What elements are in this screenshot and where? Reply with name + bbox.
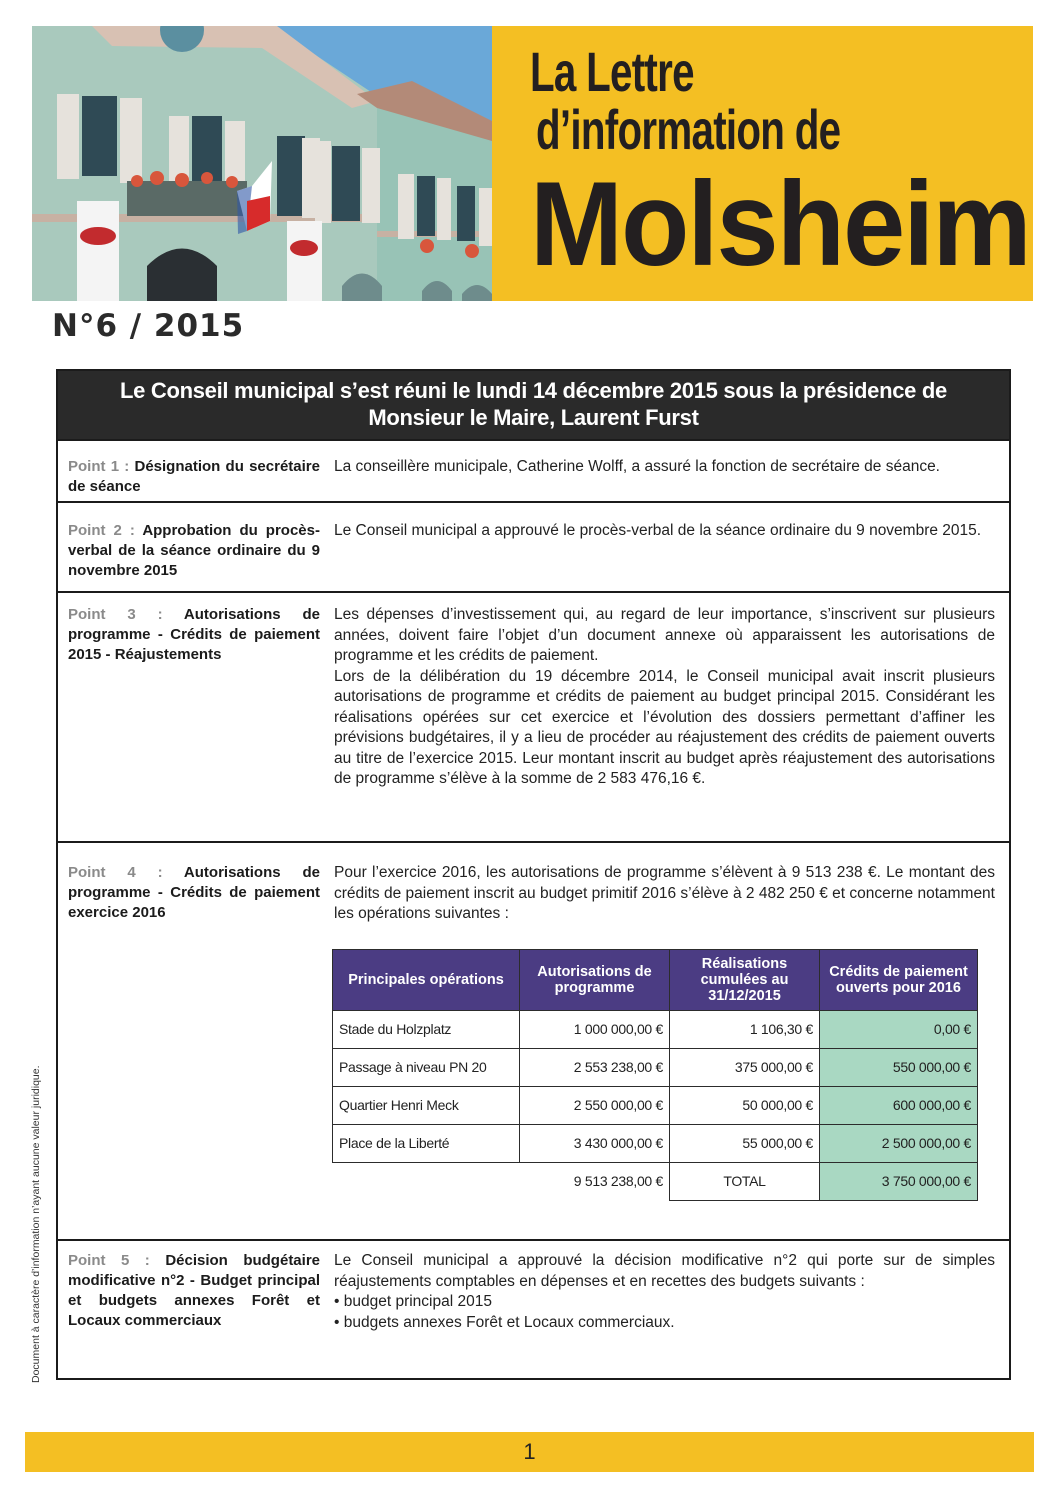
operation-name: Quartier Henri Meck bbox=[333, 1086, 520, 1124]
point-label: Point 1 : bbox=[68, 458, 130, 475]
column-header: Crédits de paiement ouverts pour 2016 bbox=[820, 949, 978, 1010]
table-row bbox=[333, 1048, 978, 1086]
point-heading bbox=[68, 605, 320, 841]
newsletter-title-box bbox=[492, 26, 1033, 301]
point-title: Décision budgétaire modificative n°2 - Budget principal et budgets annexes Forêt et Locaux commerciaux bbox=[68, 1252, 320, 1329]
point-heading bbox=[68, 457, 320, 501]
agenda-point-5 bbox=[56, 1241, 1011, 1380]
title-line-2: d’information de bbox=[536, 98, 841, 161]
agenda-point-4 bbox=[56, 843, 1011, 1241]
table-total-row bbox=[333, 1162, 978, 1200]
operation-name: Stade du Holzplatz bbox=[333, 1010, 520, 1048]
total-blank-cell bbox=[333, 1162, 520, 1200]
table-row bbox=[333, 1124, 978, 1162]
point-heading bbox=[68, 1251, 320, 1378]
table-row bbox=[333, 1086, 978, 1124]
point-title: Désignation du secrétaire de séance bbox=[68, 458, 320, 495]
title-town-name: Molsheim bbox=[530, 157, 1030, 291]
point-title: Autorisations de programme - Crédits de paiement 2015 - Réajustements bbox=[68, 606, 320, 663]
program-authorization: 3 430 000,00 € bbox=[520, 1124, 670, 1162]
point-body bbox=[320, 521, 995, 591]
cumulative-realization: 1 106,30 € bbox=[670, 1010, 820, 1048]
title-line-1: La Lettre bbox=[530, 40, 694, 103]
payment-credit-2016: 2 500 000,00 € bbox=[820, 1124, 978, 1162]
legal-disclaimer: Document à caractère d’information n’ayant aucune valeur juridique. bbox=[30, 1065, 42, 1383]
point-paragraph: Le Conseil municipal a approuvé la décision modificative n°2 qui porte sur de simples réajustements comptables en dépenses et en recettes des budgets suivants : bbox=[334, 1252, 995, 1290]
column-header: Autorisations de programme bbox=[520, 949, 670, 1010]
bullet-item: • budget principal 2015 bbox=[334, 1293, 492, 1310]
point-title: Approbation du procès-verbal de la séance ordinaire du 9 novembre 2015 bbox=[68, 522, 320, 579]
cumulative-realization: 50 000,00 € bbox=[670, 1086, 820, 1124]
column-header: Principales opérations bbox=[333, 949, 520, 1010]
agenda-point-1 bbox=[56, 441, 1011, 503]
meeting-banner-line-2: Monsieur le Maire, Laurent Furst bbox=[368, 405, 699, 430]
point-paragraph: Le Conseil municipal a approuvé le procès-verbal de la séance ordinaire du 9 novembre 2015. bbox=[334, 522, 982, 539]
operation-name: Place de la Liberté bbox=[333, 1124, 520, 1162]
bullet-item: • budgets annexes Forêt et Locaux commerciaux. bbox=[334, 1313, 675, 1331]
point-body bbox=[320, 863, 995, 1239]
budget-table bbox=[332, 949, 978, 1201]
table-row bbox=[333, 1010, 978, 1048]
town-hall-photo bbox=[32, 26, 492, 301]
point-label: Point 2 : bbox=[68, 522, 135, 539]
column-header: Réalisations cumulées au 31/12/2015 bbox=[670, 949, 820, 1010]
point-body bbox=[320, 605, 995, 841]
program-authorization: 1 000 000,00 € bbox=[520, 1010, 670, 1048]
total-authorizations: 9 513 238,00 € bbox=[573, 1173, 663, 1189]
point-body bbox=[320, 457, 995, 501]
footer-band bbox=[25, 1432, 1034, 1472]
table-header-row bbox=[333, 949, 978, 1010]
point-label: Point 5 : bbox=[68, 1252, 150, 1269]
agenda-point-2 bbox=[56, 503, 1011, 593]
program-authorization: 2 553 238,00 € bbox=[520, 1048, 670, 1086]
point-heading bbox=[68, 863, 320, 1239]
total-payment-credits: 3 750 000,00 € bbox=[820, 1162, 978, 1200]
issue-number: N°6 / 2015 bbox=[52, 308, 245, 344]
meeting-banner bbox=[56, 369, 1011, 441]
cumulative-realization: 375 000,00 € bbox=[670, 1048, 820, 1086]
agenda-point-3 bbox=[56, 593, 1011, 843]
point-paragraph: Les dépenses d’investissement qui, au regard de leur importance, s’inscrivent sur plusieurs années, doivent faire l’objet d’un document annexe où apparaissent les autorisations de programme et les crédits de paiement. bbox=[334, 606, 995, 664]
payment-credit-2016: 550 000,00 € bbox=[820, 1048, 978, 1086]
point-label: Point 3 : bbox=[68, 606, 163, 623]
page-number: 1 bbox=[523, 1439, 536, 1464]
point-title: Autorisations de programme - Crédits de paiement exercice 2016 bbox=[68, 864, 320, 921]
program-authorization: 2 550 000,00 € bbox=[520, 1086, 670, 1124]
point-paragraph: Pour l’exercice 2016, les autorisations de programme s’élèvent à 9 513 238 €. Le montant des crédits de paiement inscrit au budget primitif 2016 s’élève à 2 482 250 € et concerne notamment les opérations suivantes : bbox=[334, 864, 995, 922]
meeting-banner-line-1: Le Conseil municipal s’est réuni le lundi 14 décembre 2015 sous la présidence de bbox=[120, 378, 947, 403]
point-body bbox=[320, 1251, 995, 1378]
council-minutes bbox=[56, 369, 1011, 1380]
point-label: Point 4 : bbox=[68, 864, 163, 881]
cumulative-realization: 55 000,00 € bbox=[670, 1124, 820, 1162]
point-heading bbox=[68, 521, 320, 591]
payment-credit-2016: 600 000,00 € bbox=[820, 1086, 978, 1124]
point-paragraph: La conseillère municipale, Catherine Wolff, a assuré la fonction de secrétaire de séance. bbox=[334, 458, 940, 475]
total-label: TOTAL bbox=[670, 1162, 820, 1200]
operation-name: Passage à niveau PN 20 bbox=[333, 1048, 520, 1086]
point-paragraph: Lors de la délibération du 19 décembre 2014, le Conseil municipal avait inscrit plusieurs autorisations de programme et crédits de paiement au budget principal 2015. Considérant les réalisations opérées sur cet exercice et l’évolution des dossiers permettant d’affiner les prévisions budgétaires, il y a lieu de procéder au réajustement des crédits de paiement ouverts au titre de l’exercice 2015. Leur montant inscrit au budget après réajustement des autorisations de programme s’élève à la somme de 2 583 476,16 €. bbox=[334, 667, 995, 787]
payment-credit-2016: 0,00 € bbox=[820, 1010, 978, 1048]
